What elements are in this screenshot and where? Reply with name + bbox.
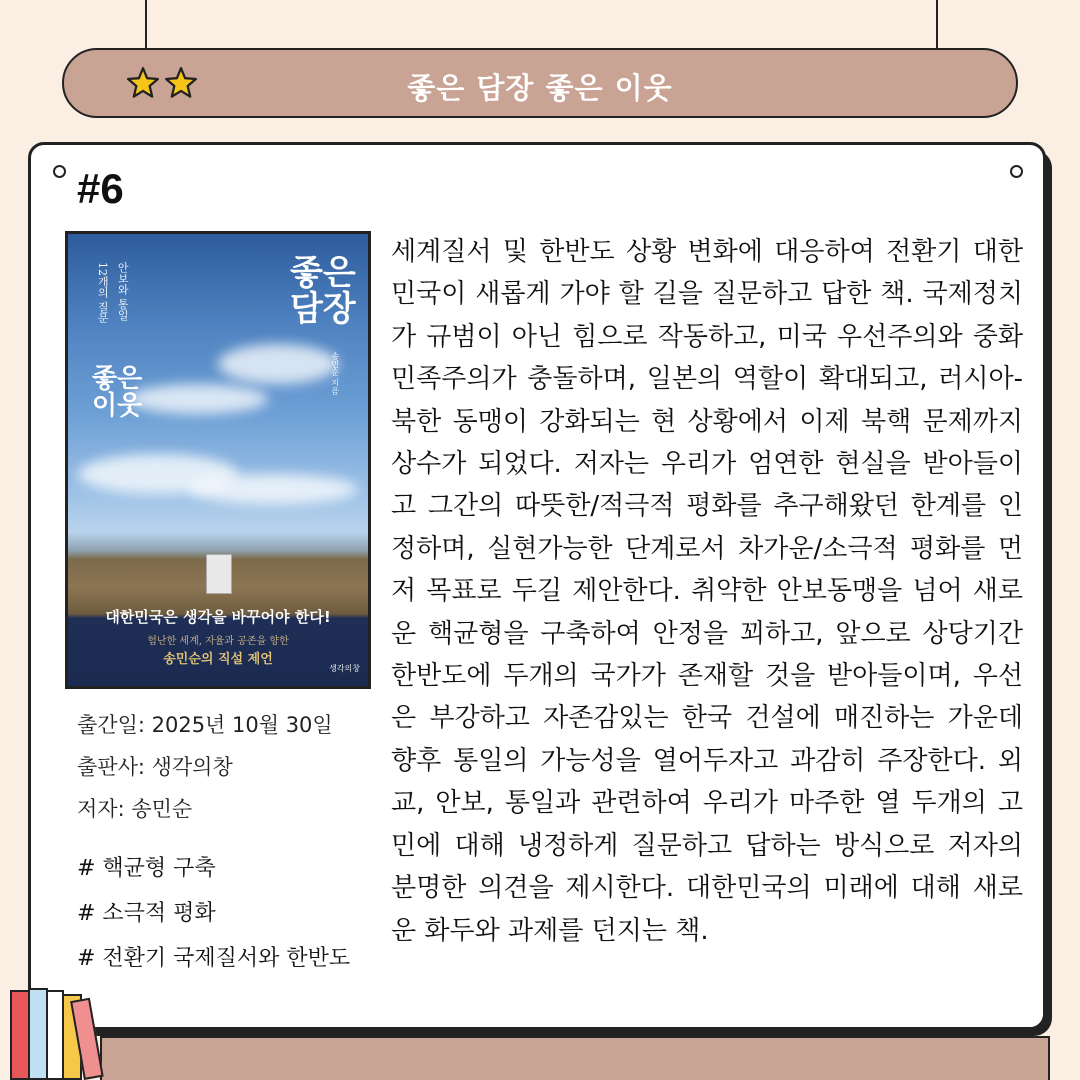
- book-cover: [65, 231, 371, 689]
- cover-subheadline: 험난한 세계, 자율과 공존을 향한: [147, 636, 289, 647]
- title-banner: [62, 48, 1018, 118]
- publisher: 출판사: 생각의창: [77, 755, 233, 779]
- hashtag: # 전환기 국제질서와 한반도: [77, 946, 351, 971]
- cover-author-line: 송민순의 직설 제언: [163, 652, 273, 667]
- cover-subtitle-vertical-2: 12개의 질문: [96, 262, 110, 324]
- cloud: [218, 344, 338, 384]
- book-description: 세계질서 및 한반도 상황 변화에 대응하여 전환기 대한민국이 새롭게 가야 할 길을 질문하고 답한 책. 국제정치가 규범이 아닌 힘으로 작동하고, 미국 우선주의와 중화 민족주의가 충돌하며, 일본의 역할이 확대되고, 러시아-북한 동맹이 강화되는 현 상황에서 이제 북핵 문제까지 상수가 되었다. 저자는 우리가 엄연한 현실을 받아들이고 그간의 따뜻한/적극적 평화를 추구해왔던 한계를 인정하며, 실현가능한 단계로서 차가운/소극적 평화를 먼저 목표로 두길 제안한다. 취약한 안보동맹을 넘어 새로운 핵균형을 구축하여 안정을 꾀하고, 앞으로 상당기간 한반도에 두개의 국가가 존재할 것을 받아들이며, 우선은 부강하고 자존감있는 한국 건설에 매진하는 가운데 향후 통일의 가능성을 열어두자고 과감히 주장한다. 외교, 안보, 통일과 관련하여 우리가 마주한 열 두개의 고민에 대해 냉정하게 질문하고 답하는 방식으로 저자의 분명한 의견을 제시한다. 대한민국의 미래에 대해 새로운 화두와 과제를 던지는 책.: [391, 237, 1023, 946]
- cover-author-vertical: 송민순 지음: [330, 352, 340, 395]
- hanging-string-right: [936, 0, 938, 50]
- hashtag: # 핵균형 구축: [77, 856, 216, 881]
- book-card: [28, 142, 1046, 1030]
- author: 저자: 송민순: [77, 797, 193, 821]
- cloud: [128, 384, 268, 414]
- cover-door: [206, 554, 232, 594]
- cover-headline: 대한민국은 생각을 바꾸어야 한다!: [105, 608, 331, 626]
- hashtag: # 소극적 평화: [77, 901, 216, 926]
- pin-left: [53, 165, 66, 178]
- cover-title-bottom: 좋은 이웃: [92, 364, 143, 422]
- cover-title-top: 좋은 담장: [290, 253, 356, 329]
- book-stack-icon: [0, 985, 120, 1080]
- hanging-string-left: [145, 0, 147, 50]
- shelf-floor: [100, 1036, 1050, 1080]
- publish-date: 출간일: 2025년 10월 30일: [77, 713, 333, 737]
- book-spine: [28, 988, 48, 1080]
- publisher-logo: 생각의창: [329, 664, 360, 673]
- cover-subtitle-vertical-1: 안보와 통일: [116, 262, 130, 321]
- cloud: [188, 474, 358, 504]
- book-spine: [10, 990, 30, 1080]
- pin-right: [1010, 165, 1023, 178]
- card-number: #6: [77, 165, 124, 212]
- banner-title: 좋은 담장 좋은 이웃: [407, 71, 673, 105]
